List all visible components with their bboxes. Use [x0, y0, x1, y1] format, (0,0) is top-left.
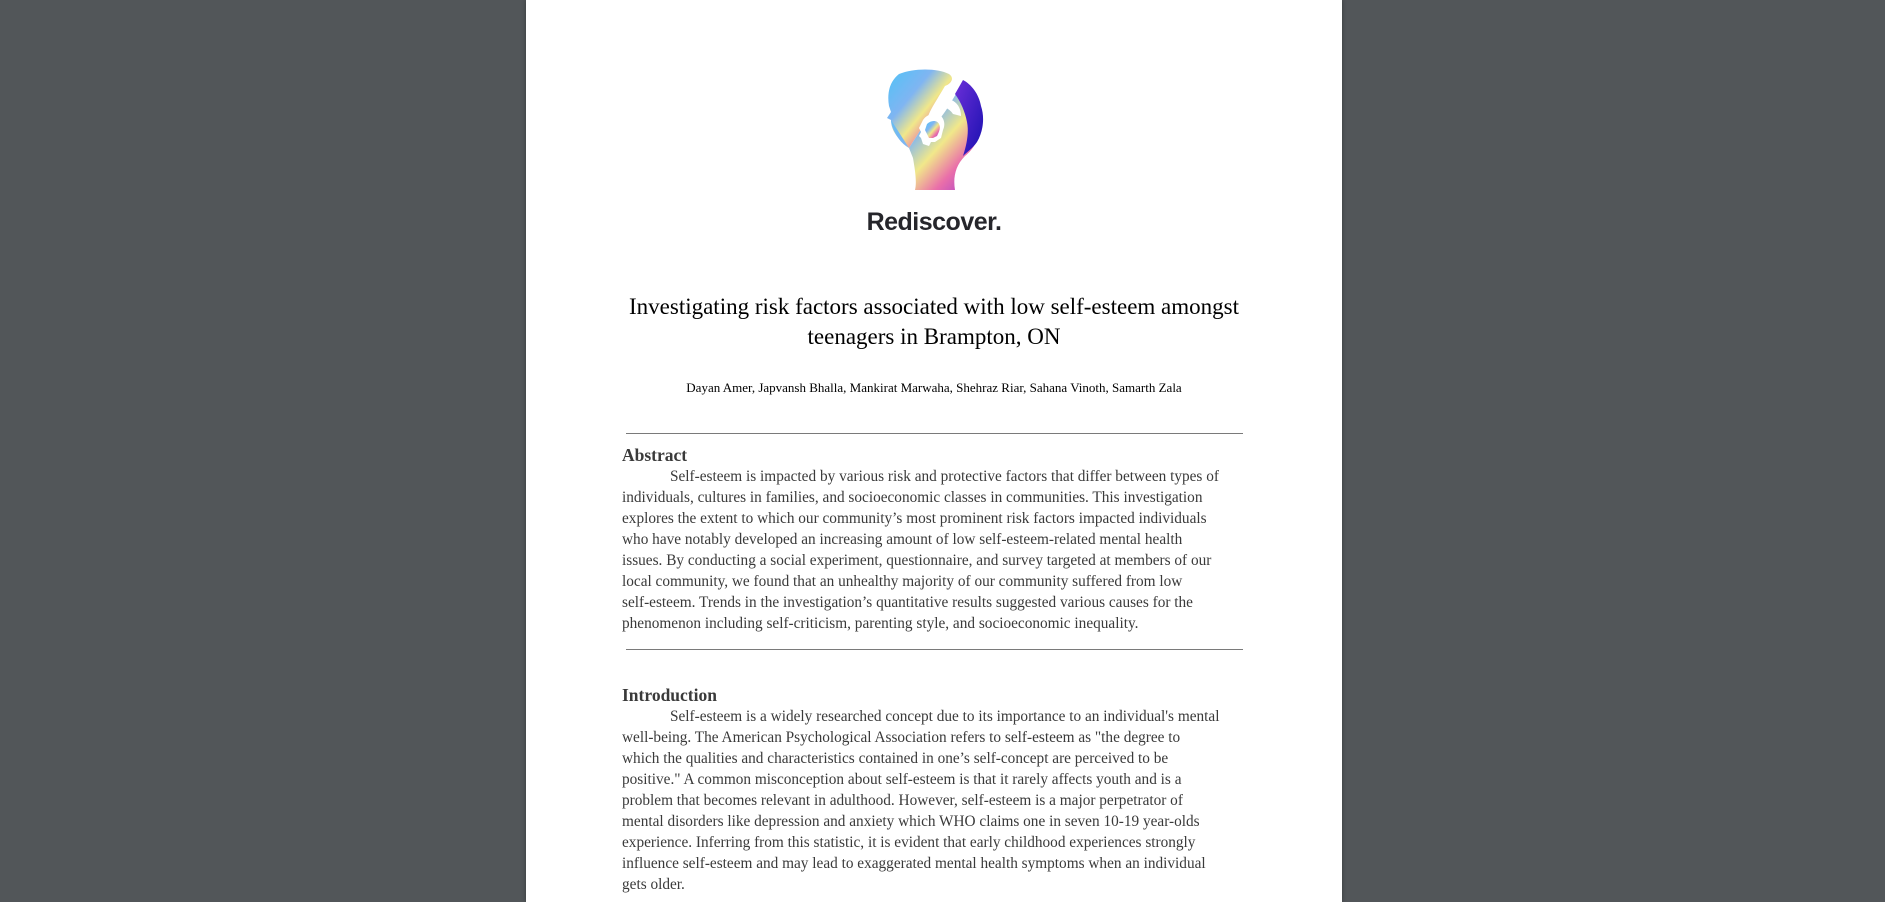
- text-line: self-esteem. Trends in the investigation’s quantitative results suggested various causes for the: [622, 594, 1193, 611]
- text-line: phenomenon including self-criticism, parenting style, and socioeconomic inequality.: [622, 615, 1139, 632]
- divider: [626, 433, 1243, 434]
- text-line: mental disorders like depression and anxiety which WHO claims one in seven 10-19 year-olds: [622, 813, 1200, 830]
- brand-name: Rediscover.: [866, 208, 1002, 236]
- introduction-heading: Introduction: [622, 685, 717, 705]
- authors: Dayan Amer, Japvansh Bhalla, Mankirat Marwaha, Shehraz Riar, Sahana Vinoth, Samarth Zala: [686, 380, 1182, 395]
- abstract-heading: Abstract: [622, 445, 688, 465]
- abstract-section: [622, 444, 1252, 634]
- text-line: problem that becomes relevant in adulthood. However, self-esteem is a major perpetrator of: [622, 792, 1183, 809]
- logo: [526, 66, 1342, 206]
- title-line: teenagers in Brampton, ON: [807, 324, 1061, 349]
- text-line: local community, we found that an unhealthy majority of our community suffered from low: [622, 573, 1183, 590]
- text-line: influence self-esteem and may lead to exaggerated mental health symptoms when an individual: [622, 855, 1206, 872]
- text-line: Self-esteem is a widely researched concept due to its importance to an individual's mental: [670, 708, 1220, 725]
- text-line: well-being. The American Psychological Association refers to self-esteem as "the degree to: [622, 729, 1181, 746]
- pdf-page: [526, 0, 1342, 902]
- paper-title: [616, 292, 1252, 352]
- introduction-section: [622, 684, 1252, 895]
- text-line: Self-esteem is impacted by various risk and protective factors that differ between types of: [670, 468, 1219, 485]
- text-line: positive." A common misconception about self-esteem is that it rarely affects youth and is a: [622, 771, 1182, 788]
- text-line: issues. By conducting a social experiment, questionnaire, and survey targeted at members of our: [622, 552, 1212, 569]
- text-line: experience. Inferring from this statistic, it is evident that early childhood experiences strongly: [622, 834, 1196, 851]
- head-silhouette-gradient-icon: [869, 66, 999, 206]
- text-line: who have notably developed an increasing amount of low self-esteem-related mental health: [622, 531, 1183, 548]
- abstract-body: [622, 466, 1252, 634]
- title-line: Investigating risk factors associated with low self-esteem amongst: [629, 294, 1239, 319]
- divider: [626, 649, 1243, 650]
- introduction-body: [622, 706, 1252, 895]
- text-line: explores the extent to which our community’s most prominent risk factors impacted individuals: [622, 510, 1207, 527]
- text-line: which the qualities and characteristics contained in one’s self-concept are perceived to be: [622, 750, 1169, 767]
- text-line: gets older.: [622, 876, 685, 893]
- text-line: individuals, cultures in families, and socioeconomic classes in communities. This investigation: [622, 489, 1203, 506]
